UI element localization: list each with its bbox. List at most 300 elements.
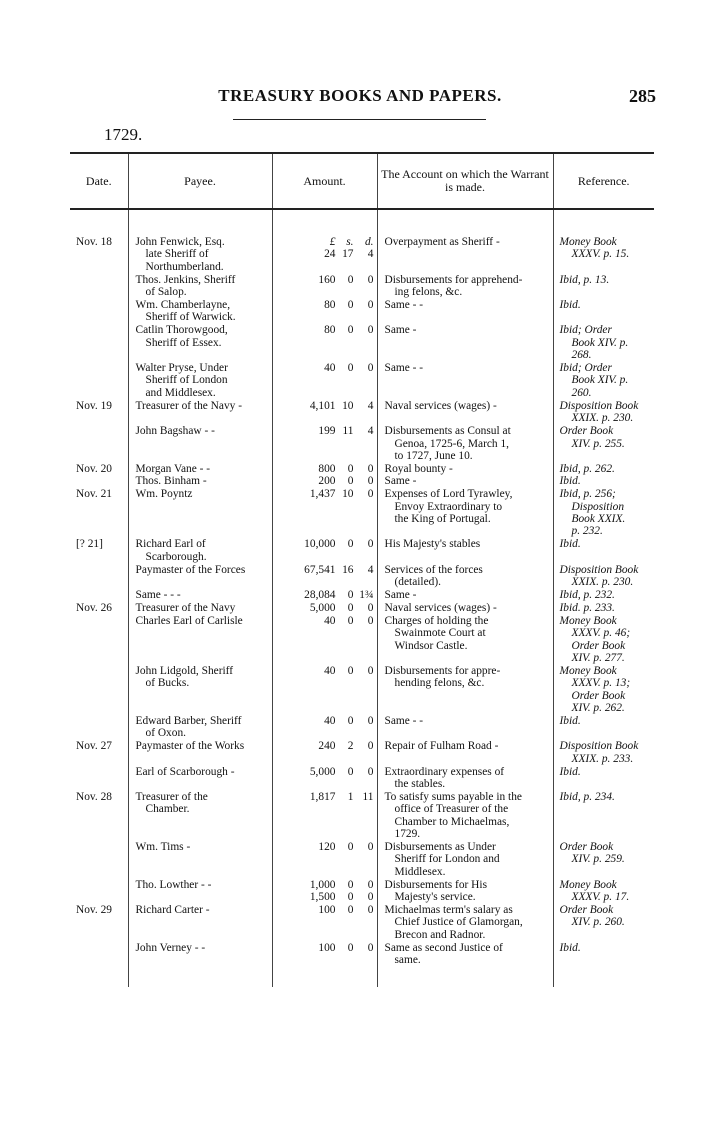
entry-account (377, 589, 553, 601)
entry-reference (553, 665, 654, 715)
reference-line: Disposition (571, 500, 625, 513)
entry-amount (272, 299, 377, 324)
entry-date (70, 362, 128, 399)
entry-date (70, 615, 128, 665)
account-line: Naval services (wages) - (384, 399, 497, 412)
entry-account (377, 740, 553, 765)
payee-line: Treasurer of the Navy - (135, 399, 242, 412)
entry-account (377, 665, 553, 715)
year-heading: 1729. (104, 125, 143, 144)
amount-line (276, 299, 374, 311)
amount-s: 0 (347, 714, 354, 727)
entry-date (70, 425, 128, 462)
amount-line (276, 665, 374, 677)
entry-reference (553, 589, 654, 601)
amount-l: 5,000 (309, 765, 336, 778)
amount-line (276, 602, 374, 614)
payee-line: Thos. Binham - (135, 475, 207, 488)
account-line: (detailed). (394, 575, 441, 588)
entry-reference (553, 425, 654, 462)
table-row (70, 791, 654, 841)
amount-line (276, 715, 374, 727)
amount-l: 1,000 (309, 878, 336, 891)
entry-payee (128, 589, 272, 601)
account-line: ing felons, &c. (394, 286, 463, 299)
reference-line: Ibid. (559, 538, 581, 551)
amount-s: 0 (347, 324, 354, 337)
account-line: Disbursements as Consul at (384, 425, 511, 438)
reference-line: Ibid, p. 232. (559, 588, 615, 601)
amount-l: 40 (324, 614, 336, 627)
table-row (70, 879, 654, 904)
account-line: Same - - (384, 362, 424, 375)
entry-account (377, 615, 553, 665)
reference-line: XIV. p. 277. (571, 651, 625, 664)
table-row (70, 615, 654, 665)
reference-line: Order Book (571, 639, 626, 652)
amount-s: 0 (347, 475, 354, 488)
payee-line: Wm. Poyntz (135, 488, 193, 501)
payee-line: Charles Earl of Carlisle (135, 614, 243, 627)
reference-line: XXXV. p. 46; (571, 627, 631, 640)
entry-account (377, 715, 553, 740)
amount-s: 10 (342, 399, 354, 412)
amount-l: 67,541 (304, 563, 336, 576)
table-row (70, 740, 654, 765)
reference-line: XXIX. p. 230. (571, 412, 634, 425)
account-line: Chief Justice of Glamorgan, (394, 916, 523, 929)
account-line: Chamber to Michaelmas, (394, 815, 510, 828)
column-header-amount: Amount. (272, 153, 377, 209)
entry-account (377, 791, 553, 841)
payee-line: Chamber. (145, 803, 190, 816)
account-line: Same - (384, 588, 417, 601)
entry-payee (128, 791, 272, 841)
amount-l: 1,500 (309, 891, 336, 904)
payee-line: John Lidgold, Sheriff (135, 664, 234, 677)
payee-line: Paymaster of the Forces (135, 563, 246, 576)
account-line: His Majesty's stables (384, 538, 481, 551)
currency-s: s. (346, 236, 354, 248)
payee-line: Catlin Thorowgood, (135, 324, 228, 337)
reference-line: Order Book (571, 689, 626, 702)
amount-s: 0 (347, 538, 354, 551)
amount-line (276, 766, 374, 778)
amount-s: 0 (347, 841, 354, 853)
amount-s: 11 (342, 425, 354, 438)
entry-date: [? 21] (76, 538, 103, 551)
entry-reference (553, 791, 654, 841)
entry-date (70, 841, 128, 878)
table-row (70, 841, 654, 878)
entry-amount (272, 463, 377, 488)
account-line: Disbursements as Under (384, 841, 496, 853)
entry-account (377, 564, 553, 589)
amount-line (276, 564, 374, 576)
entry-account (377, 425, 553, 462)
table-row (70, 766, 654, 791)
header-rule (233, 119, 486, 120)
reference-line: XIV. p. 259. (571, 853, 625, 866)
entry-date: Nov. 20 (76, 462, 112, 475)
entry-payee (128, 425, 272, 462)
entry-account (377, 324, 553, 361)
entry-date: Nov. 28 (76, 790, 112, 803)
entry-date (70, 942, 128, 967)
amount-d: 0 (367, 475, 374, 488)
entry-date: Nov. 27 (76, 740, 112, 753)
amount-d: 0 (367, 765, 374, 778)
account-line: Repair of Fulham Road - (384, 740, 499, 753)
entry-account (377, 602, 553, 614)
account-line: hending felons, &c. (394, 677, 485, 690)
reference-line: Ibid. (559, 714, 581, 727)
amount-line (276, 942, 374, 954)
amount-d: 1¾ (359, 588, 374, 601)
reference-line: Book XIV. p. (571, 336, 629, 349)
entry-reference (553, 236, 654, 273)
entry-date (70, 299, 128, 324)
reference-line: Ibid, p. 13. (559, 273, 610, 286)
amount-d: 0 (367, 891, 374, 904)
account-line: Michaelmas term's salary as (384, 904, 513, 917)
reference-line: XXXV. p. 17. (571, 891, 630, 904)
amount-line (276, 463, 374, 475)
amount-line (276, 425, 374, 437)
amount-d: 0 (367, 941, 374, 954)
amount-s: 0 (347, 891, 354, 904)
reference-line: p. 232. (571, 525, 603, 538)
table-row (70, 589, 654, 601)
entry-payee (128, 942, 272, 967)
running-title: TREASURY BOOKS AND PAPERS. (218, 86, 502, 105)
amount-l: 10,000 (304, 538, 336, 551)
amount-d: 11 (362, 790, 374, 803)
payee-line: late Sheriff of (145, 248, 209, 261)
entry-date (70, 715, 128, 740)
entry-date (70, 324, 128, 361)
entry-reference (553, 274, 654, 299)
account-line: Majesty's service. (394, 891, 476, 904)
amount-s: 0 (347, 273, 354, 286)
payee-line: Thos. Jenkins, Sheriff (135, 273, 236, 286)
table-row (70, 425, 654, 462)
reference-line: XIV. p. 255. (571, 437, 625, 450)
table-row (70, 942, 654, 967)
entry-account (377, 766, 553, 791)
payee-line: Same - - - (135, 588, 181, 601)
account-line: to 1727, June 10. (394, 449, 473, 462)
entry-date: Nov. 18 (76, 236, 112, 248)
amount-s: 0 (347, 904, 354, 917)
entry-account (377, 463, 553, 488)
entry-payee (128, 766, 272, 791)
entry-amount (272, 841, 377, 878)
amount-line (276, 615, 374, 627)
amount-d: 0 (367, 273, 374, 286)
reference-line: Ibid. (559, 941, 581, 954)
account-line: Disbursements for apprehend- (384, 273, 523, 286)
entry-amount (272, 236, 377, 273)
entry-account (377, 488, 553, 538)
payee-line: Sheriff of London (145, 374, 228, 387)
entry-amount (272, 589, 377, 601)
amount-line (276, 740, 374, 752)
table-row (70, 488, 654, 538)
entry-reference (553, 463, 654, 488)
amount-line (276, 475, 374, 487)
entry-amount (272, 488, 377, 538)
entry-date (70, 879, 128, 904)
payee-line: and Middlesex. (145, 386, 216, 399)
amount-l: 800 (318, 462, 336, 475)
entry-payee (128, 879, 272, 904)
entry-amount (272, 615, 377, 665)
amount-s: 2 (347, 740, 354, 753)
amount-d: 0 (367, 664, 374, 677)
entry-date: Nov. 19 (76, 399, 112, 412)
table-row (70, 236, 654, 273)
amount-s: 0 (347, 941, 354, 954)
entry-amount (272, 942, 377, 967)
reference-line: Ibid; Order (559, 362, 612, 375)
amount-s: 0 (347, 362, 354, 375)
reference-line: Ibid. p. 233. (559, 601, 615, 614)
entry-payee (128, 463, 272, 488)
amount-l: 24 (324, 248, 336, 261)
currency-l: £ (329, 236, 336, 248)
table-row (70, 904, 654, 941)
entry-account (377, 904, 553, 941)
entry-reference (553, 299, 654, 324)
amount-l: 28,084 (304, 588, 336, 601)
entry-reference (553, 904, 654, 941)
payee-line: Scarborough. (145, 550, 207, 563)
amount-l: 80 (324, 324, 336, 337)
account-line: Expenses of Lord Tyrawley, (384, 488, 513, 501)
reference-line: XXIX. p. 230. (571, 575, 634, 588)
amount-line (276, 488, 374, 500)
entry-reference (553, 615, 654, 665)
amount-l: 199 (318, 425, 336, 438)
amount-l: 1,437 (309, 488, 336, 501)
amount-d: 4 (367, 399, 374, 412)
entry-amount (272, 665, 377, 715)
account-line: office of Treasurer of the (394, 803, 509, 816)
entry-payee (128, 904, 272, 941)
payee-line: John Fenwick, Esq. (135, 236, 225, 248)
table-row (70, 602, 654, 614)
amount-line (276, 791, 374, 803)
payee-line: Wm. Tims - (135, 841, 191, 853)
reference-line: Order Book (559, 841, 614, 853)
table-row (70, 715, 654, 740)
payee-line: John Bagshaw - - (135, 425, 215, 438)
account-line: Disbursements for His (384, 878, 488, 891)
entry-payee (128, 362, 272, 399)
amount-d: 4 (367, 563, 374, 576)
account-line: Same as second Justice of (384, 941, 503, 954)
table-header-row (70, 153, 654, 209)
payee-line: Richard Earl of (135, 538, 206, 551)
reference-line: XIV. p. 262. (571, 702, 625, 715)
entry-reference (553, 879, 654, 904)
account-line: Same - (384, 324, 417, 337)
entry-payee (128, 715, 272, 740)
amount-line (276, 891, 374, 903)
amount-l: 5,000 (309, 601, 336, 614)
amount-l: 4,101 (309, 399, 336, 412)
end-row (70, 967, 654, 987)
payee-line: Sheriff of Essex. (145, 336, 222, 349)
entry-date: Nov. 21 (76, 488, 112, 501)
table-row (70, 324, 654, 361)
account-line: Genoa, 1725-6, March 1, (394, 437, 510, 450)
entry-payee (128, 564, 272, 589)
account-line: Brecon and Radnor. (394, 928, 486, 941)
account-line: the stables. (394, 777, 446, 790)
entry-payee (128, 488, 272, 538)
reference-line: 268. (571, 349, 592, 362)
entry-account (377, 841, 553, 878)
reference-line: Book XIV. p. (571, 374, 629, 387)
entry-amount (272, 904, 377, 941)
amount-l: 1,817 (309, 790, 336, 803)
entry-reference (553, 538, 654, 563)
entry-amount (272, 740, 377, 765)
amount-d: 0 (367, 362, 374, 375)
account-line: Middlesex. (394, 865, 446, 878)
payee-line: Earl of Scarborough - (135, 765, 235, 778)
account-line: Overpayment as Sheriff - (384, 236, 500, 248)
entry-account (377, 299, 553, 324)
entry-payee (128, 841, 272, 878)
entry-reference (553, 324, 654, 361)
entry-amount (272, 791, 377, 841)
entry-date (70, 564, 128, 589)
payee-line: Edward Barber, Sheriff (135, 714, 242, 727)
account-line: Naval services (wages) - (384, 601, 497, 614)
amount-l: 40 (324, 362, 336, 375)
spacer-row (70, 209, 654, 236)
account-line: Same - - (384, 299, 424, 312)
currency-heads (276, 236, 374, 248)
column-header-reference: Reference. (553, 153, 654, 209)
account-line: Windsor Castle. (394, 639, 468, 652)
amount-d: 0 (367, 601, 374, 614)
entry-account (377, 538, 553, 563)
entry-amount (272, 602, 377, 614)
entry-reference (553, 766, 654, 791)
entry-amount (272, 400, 377, 425)
amount-line (276, 248, 374, 260)
reference-line: Ibid; Order (559, 324, 612, 337)
amount-d: 0 (367, 841, 374, 853)
reference-line: Money Book (559, 664, 617, 677)
reference-line: Disposition Book (559, 563, 639, 576)
amount-line (276, 904, 374, 916)
table-row (70, 463, 654, 488)
amount-s: 0 (347, 878, 354, 891)
column-header-date: Date. (70, 153, 128, 209)
account-line: Sheriff for London and (394, 853, 500, 866)
entry-reference (553, 841, 654, 878)
entry-payee (128, 324, 272, 361)
amount-d: 0 (367, 904, 374, 917)
amount-s: 17 (342, 248, 354, 261)
amount-d: 0 (367, 740, 374, 753)
amount-l: 240 (318, 740, 336, 753)
page-number: 285 (629, 86, 656, 106)
entry-account (377, 362, 553, 399)
payee-line: Sheriff of Warwick. (145, 311, 236, 324)
running-head (0, 86, 720, 108)
table-row (70, 564, 654, 589)
account-line: the King of Portugal. (394, 512, 491, 525)
amount-d: 0 (367, 488, 374, 501)
amount-s: 0 (347, 765, 354, 778)
payee-line: Walter Pryse, Under (135, 362, 228, 375)
amount-l: 200 (318, 475, 336, 488)
entry-account (377, 879, 553, 904)
amount-d: 0 (367, 324, 374, 337)
payee-line: Treasurer of the Navy (135, 601, 236, 614)
payee-line: Morgan Vane - - (135, 462, 211, 475)
entry-reference (553, 942, 654, 967)
reference-line: Disposition Book (559, 740, 639, 753)
entry-account (377, 274, 553, 299)
entry-payee (128, 615, 272, 665)
payee-line: Paymaster of the Works (135, 740, 245, 753)
amount-s: 16 (342, 563, 354, 576)
entry-account (377, 942, 553, 967)
reference-line: Order Book (559, 904, 614, 917)
entry-payee (128, 274, 272, 299)
amount-l: 100 (318, 904, 336, 917)
amount-line (276, 841, 374, 853)
entry-payee (128, 538, 272, 563)
entry-reference (553, 400, 654, 425)
amount-line (276, 362, 374, 374)
table-row (70, 362, 654, 399)
reference-line: Order Book (559, 425, 614, 438)
amount-l: 40 (324, 664, 336, 677)
entry-reference (553, 488, 654, 538)
reference-line: Ibid, p. 234. (559, 790, 615, 803)
amount-line (276, 400, 374, 412)
amount-s: 0 (347, 614, 354, 627)
amount-l: 80 (324, 299, 336, 312)
amount-line (276, 274, 374, 286)
entry-reference (553, 564, 654, 589)
entry-amount (272, 564, 377, 589)
reference-line: Ibid. (559, 299, 581, 312)
warrant-table (70, 152, 654, 987)
payee-line: of Salop. (145, 286, 187, 299)
currency-d: d. (364, 236, 374, 248)
amount-d: 0 (367, 462, 374, 475)
column-header-account: The Account on which the Warrant is made. (377, 153, 553, 209)
account-line: Same - - (384, 714, 424, 727)
entry-payee (128, 400, 272, 425)
table-row (70, 299, 654, 324)
account-line: To satisfy sums payable in the (384, 790, 522, 803)
account-line: Same - (384, 475, 417, 488)
account-line: Swainmote Court at (394, 627, 486, 640)
amount-d: 0 (367, 299, 374, 312)
entry-date (70, 665, 128, 715)
column-header-payee: Payee. (128, 153, 272, 209)
